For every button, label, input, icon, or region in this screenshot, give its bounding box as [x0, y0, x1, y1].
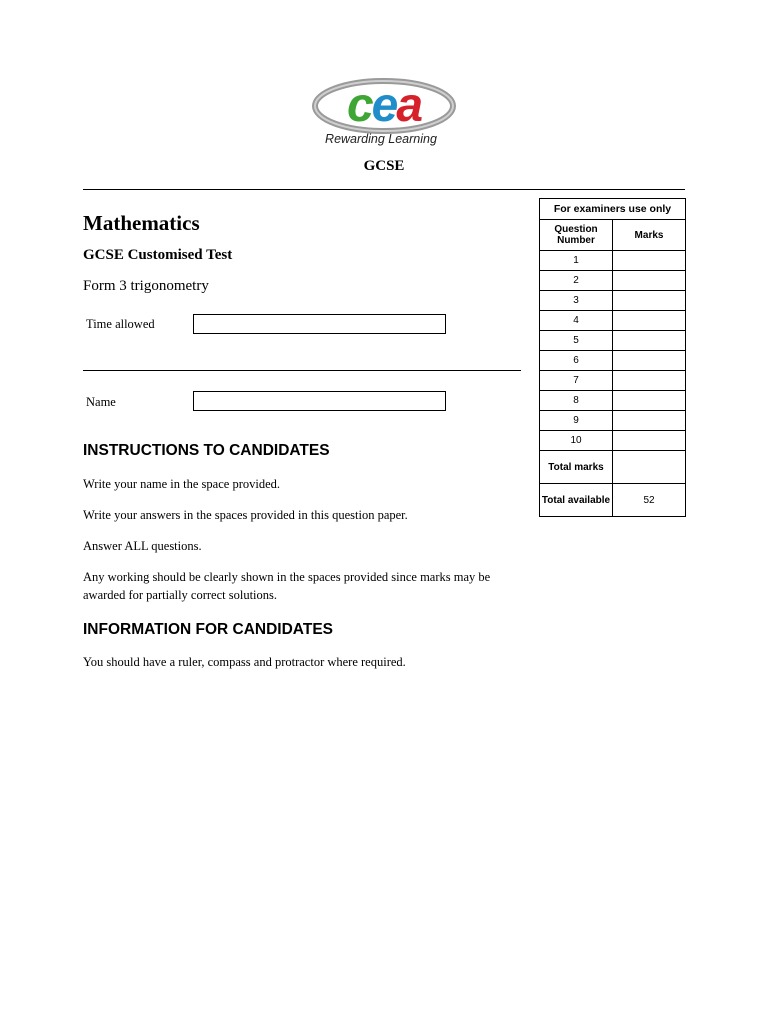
total-marks-cell[interactable] [613, 451, 686, 484]
question-number: 10 [540, 431, 613, 451]
svg-text:cea: cea [346, 79, 422, 132]
instructions-heading: INSTRUCTIONS TO CANDIDATES [83, 442, 330, 459]
mark-cell[interactable] [613, 431, 686, 451]
mark-cell[interactable] [613, 331, 686, 351]
qualification-label: GCSE [363, 158, 405, 174]
question-number: 9 [540, 411, 613, 431]
information-heading: INFORMATION FOR CANDIDATES [83, 621, 333, 638]
mark-cell[interactable] [613, 371, 686, 391]
mid-divider [83, 370, 521, 371]
mark-cell[interactable] [613, 251, 686, 271]
information-item: You should have a ruler, compass and protractor where required. [83, 655, 406, 669]
question-number-header: Question Number [540, 220, 613, 251]
question-number: 7 [540, 371, 613, 391]
subject-title: Mathematics [83, 211, 200, 235]
total-available-value: 52 [613, 484, 686, 517]
question-number: 5 [540, 331, 613, 351]
logo-tagline: Rewarding Learning [325, 132, 437, 146]
instruction-item: Any working should be clearly shown in the spaces provided since marks may be awarded for partially correct solutions. [83, 570, 491, 602]
mark-cell[interactable] [613, 291, 686, 311]
time-allowed-field[interactable] [193, 314, 446, 334]
examiner-table-title: For examiners use only [540, 199, 686, 220]
top-divider [83, 189, 685, 190]
examiner-marks-table [539, 198, 686, 517]
marks-header: Marks [613, 220, 686, 251]
question-number: 6 [540, 351, 613, 371]
question-number: 8 [540, 391, 613, 411]
name-field[interactable] [193, 391, 446, 411]
question-number: 4 [540, 311, 613, 331]
instruction-item: Answer ALL questions. [83, 539, 202, 553]
form-name: Form 3 trigonometry [83, 278, 209, 294]
instruction-item: Write your answers in the spaces provided in this question paper. [83, 508, 408, 522]
name-label: Name [86, 395, 116, 409]
question-number: 1 [540, 251, 613, 271]
instruction-item: Write your name in the space provided. [83, 477, 280, 491]
mark-cell[interactable] [613, 411, 686, 431]
time-allowed-label: Time allowed [86, 317, 155, 331]
question-number: 3 [540, 291, 613, 311]
mark-cell[interactable] [613, 391, 686, 411]
test-name: GCSE Customised Test [83, 247, 233, 263]
mark-cell[interactable] [613, 351, 686, 371]
mark-cell[interactable] [613, 271, 686, 291]
question-number: 2 [540, 271, 613, 291]
total-marks-label: Total marks [540, 451, 613, 484]
total-available-label: Total available [540, 484, 613, 517]
mark-cell[interactable] [613, 311, 686, 331]
